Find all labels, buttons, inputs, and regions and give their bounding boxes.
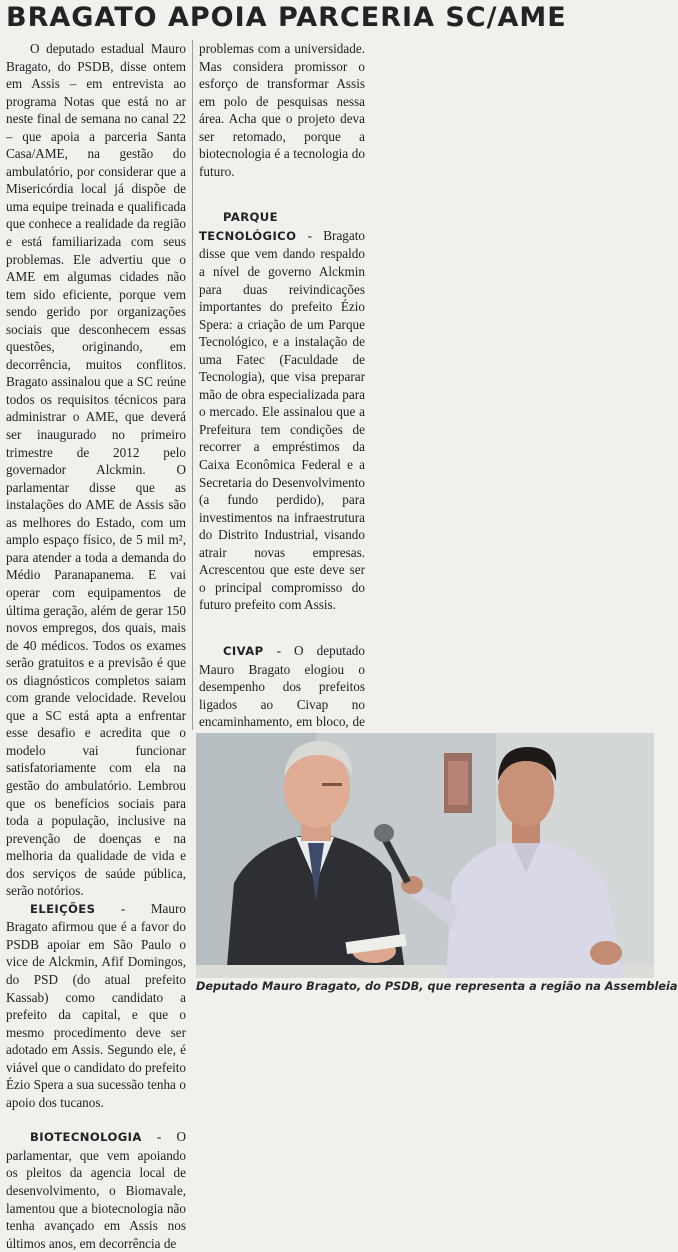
photo-caption: Deputado Mauro Bragato, do PSDB, que representa a região na Assembleia xyxy=(196,980,678,993)
eleicoes-text: - Mauro Bragato afirmou que é a favor do PSDB apoiar em São Paulo o vice de Alckmin, Afif Domingos, do PSD (do atual prefeito Kassab) como candidato a prefeito da capital, e que o mesmo procedimento deve ser adotado em Assis. Segundo ele, é viável que o candidato do prefeito Ézio Spera a sua sucessão tenha o apoio dos tucanos. xyxy=(6,900,186,1110)
article-column-right xyxy=(199,40,365,730)
parque-tecnologico-paragraph xyxy=(199,208,365,614)
headline: BRAGATO APOIA PARCERIA SC/AME xyxy=(6,2,567,33)
biotecnologia-text: - O parlamentar, que vem apoiando os pleitos da agencia local de desenvolvimento, o Biomavale, lamentou que a biotecnologia não tenha avançado em Assis nos últimos anos, em decorrência de xyxy=(6,1129,186,1251)
parque-tecnologico-text: - Bragato disse que vem dando respaldo a nível de governo Alckmin para duas reivindicações importantes do prefeito Ézio Spera: a criação de um Parque Tecnológico, e a instalação de uma Fatec (Faculdade de Tecnologia), que visa preparar mão de obra especializada para o mercado. Ele assinalou que a Prefeitura tem condições de recorrer a empréstimos da Caixa Econômica Federal e a Secretaria do Desenvolvimento (a fundo perdido), para investimentos na infraestrutura do Distrito Industrial, visando atrair novas empresas. Acrescentou que este deve ser o principal compromisso do futuro prefeito com Assis. xyxy=(199,227,365,613)
parque-tecnologico-label: PARQUE TECNOLÓGICO xyxy=(199,210,297,243)
intro-paragraph: O deputado estadual Mauro Bragato, do PSDB, disse ontem em Assis – em entrevista ao programa Notas que está no ar neste final de semana no canal 22 – que apoia a parceria Santa Casa/AME, na gestão do ambulatório, por considerar que a Misericórdia local já dispõe de uma equipe treinada e qualificada que conhece a realidade da região e está familiarizada com seus problemas. Ele advertiu que o AME em algumas cidades não tem sido eficiente, porque vem sendo gerido por organizações sociais que desconhecem essas questões, originando, em decorrência, muitos conflitos. Bragato assinalou que a SC reúne todos os requisitos técnicos para administrar o AME, que deverá ser inaugurado no primeiro trimestre de 2012 pelo governador Alckmin. O parlamentar disse que as instalações do AME de Assis são as melhores do Estado, com um amplo espaço físico, de 5 mil m², para atender a toda a demanda do Médio Paranapanema. E vai operar com equipamentos de última geração, além de gerar 150 novos empregos, dos quais, mais de 40 médicos. Todos os exames serão gratuitos e a previsão é que os diagnósticos completos saiam com grande velocidade. Revelou que a SC está apta a enfrentar esse desafio e acredita que o modelo vai funcionar satisfatoriamente com ela na gestão do ambulatório. Lembrou que os benefícios sociais para toda a população, inclusive na prevenção de doenças e na melhoria da qualidade de vida e dos serviços de saúde pública, serão notórios. xyxy=(6,41,186,899)
civap-label: CIVAP xyxy=(223,643,264,658)
biotecnologia-label: BIOTECNOLOGIA xyxy=(30,1130,142,1145)
article-photo xyxy=(196,733,654,978)
biotecnologia-continuation: problemas com a universidade. Mas considera promissor o esforço de transformar Assis em polo de pesquisas nessa área. Acha que o projeto deva ser retomado, porque a biotecnologia é a tecnologia do futuro. xyxy=(199,41,365,179)
civap-text: - O deputado Mauro Bragato elogiou o desempenho dos prefeitos ligados ao Civap no encaminhamento, em bloco, de xyxy=(199,642,365,730)
article-column-left xyxy=(6,40,186,1251)
column-divider xyxy=(192,40,193,730)
biotecnologia-paragraph xyxy=(6,1128,186,1252)
eleicoes-label: ELEIÇÕES xyxy=(30,901,96,916)
eleicoes-paragraph xyxy=(6,900,186,1112)
